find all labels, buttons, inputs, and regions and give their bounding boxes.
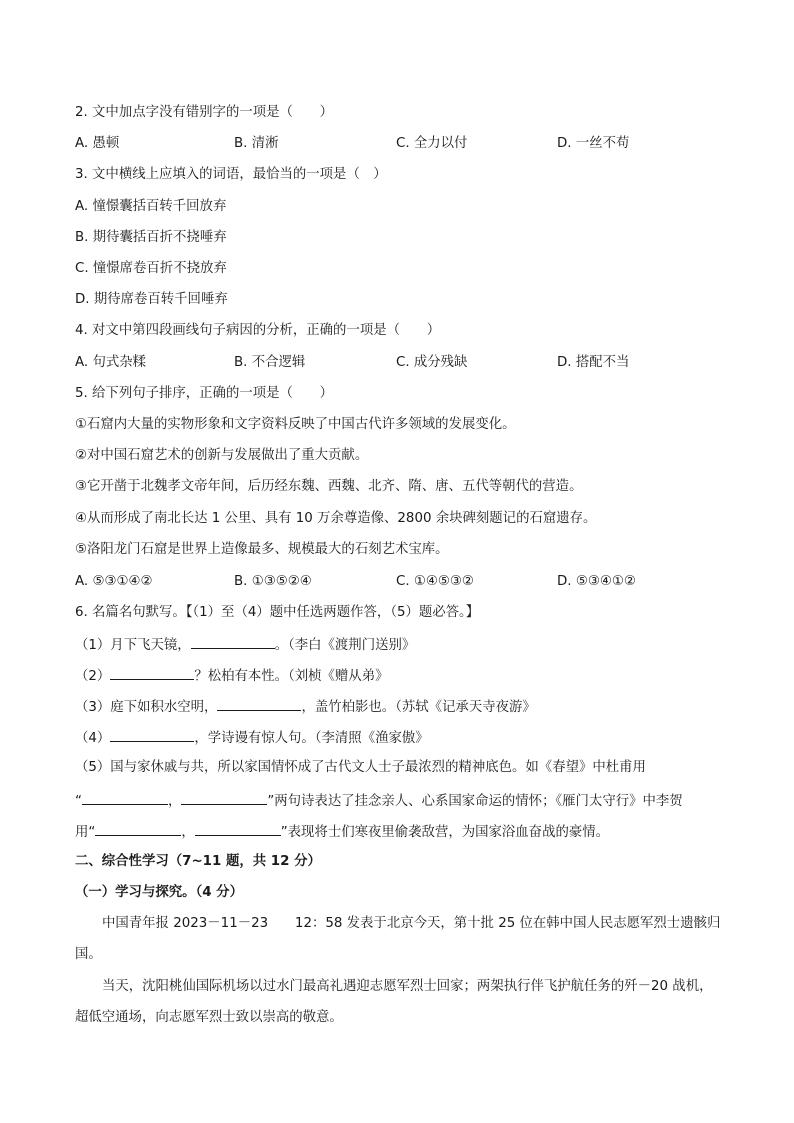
q6-item-1-post: 。（李白《渡荆门送别》 — [274, 638, 416, 653]
q2-option-b: B. 清淅 — [234, 136, 279, 151]
q6-item-5-blank-4[interactable] — [195, 821, 281, 836]
q6-item-5-line-3-text: ”表现将士们寒夜里偷袭敌营，为国家浴血奋战的豪情。 — [280, 825, 610, 840]
q6-item-5-blank-2[interactable] — [181, 790, 267, 805]
paragraph-2-line-1: 当天，沈阳桃仙国际机场以过水门最高礼遇迎志愿军烈士回家；两架执行伴飞护航任务的歼－20 战机， — [102, 979, 713, 994]
q3-option-d: D. 期待席卷百转千回唾弃 — [75, 292, 228, 307]
q2-stem: 2. 文中加点字没有错别字的一项是（ ） — [75, 105, 334, 120]
q6-item-5-comma-1: ， — [167, 794, 182, 809]
q6-item-5-blank-3[interactable] — [95, 821, 181, 836]
q6-item-1 — [75, 634, 415, 656]
q2-option-d: D. 一丝不苟 — [557, 136, 630, 151]
q6-item-4 — [75, 727, 429, 749]
paragraph-1-line-1: 中国青年报 2023－11－23 12：58 发表于北京今天，第十批 25 位在韩中国人民志愿军烈士遗骸归 — [102, 916, 721, 931]
q4-option-c: C. 成分残缺 — [396, 355, 468, 370]
q4-option-a: A. 句式杂糅 — [75, 355, 146, 370]
q6-item-3-blank[interactable] — [217, 696, 301, 711]
q6-item-4-blank[interactable] — [110, 727, 194, 742]
q6-item-4-post: ，学诗谩有惊人句。（李清照《渔家傲》 — [194, 731, 429, 746]
q5-sentence-2: ②对中国石窟艺术的创新与发展做出了重大贡献。 — [75, 448, 369, 463]
q6-item-5-blank-1[interactable] — [82, 790, 168, 805]
q6-stem: 6. 名篇名句默写。【（1）至（4）题中任选两题作答，（5）题必答。】 — [75, 605, 480, 620]
paragraph-1-line-2: 国。 — [75, 947, 102, 962]
q5-option-d: D. ⑤③④①② — [557, 574, 636, 589]
q6-item-3-pre: （3）庭下如积水空明， — [75, 700, 218, 715]
q4-option-d: D. 搭配不当 — [557, 355, 630, 370]
q6-item-5-open-quote: “ — [75, 794, 82, 809]
q3-stem: 3. 文中横线上应填入的词语，最恰当的一项是（ ） — [75, 167, 387, 182]
q5-stem: 5. 给下列句子排序，正确的一项是（ ） — [75, 386, 334, 401]
q5-sentence-5: ⑤洛阳龙门石窟是世界上造像最多、规模最大的石刻艺术宝库。 — [75, 542, 449, 557]
q6-item-2-blank[interactable] — [110, 665, 194, 680]
q5-sentence-1: ①石窟内大量的实物形象和文字资料反映了中国古代许多领域的发展变化。 — [75, 417, 516, 432]
q6-item-5-line-3 — [75, 821, 609, 843]
q6-item-4-pre: （4） — [75, 731, 111, 746]
section-2-subtitle: （一）学习与探究。（4 分） — [75, 885, 243, 900]
q6-item-3-post: ，盖竹柏影也。（苏轼《记承天寺夜游》 — [301, 700, 536, 715]
paragraph-2-line-2: 超低空通场，向志愿军烈士致以崇高的敬意。 — [75, 1010, 343, 1025]
q6-item-1-pre: （1）月下飞天镜， — [75, 638, 191, 653]
q6-item-5-line-2 — [75, 790, 683, 812]
q6-item-2 — [75, 665, 388, 687]
q6-item-5-line-2-text: ”两句诗表达了挂念亲人、心系国家命运的情怀；《雁门太守行》中李贺 — [267, 794, 683, 809]
q4-option-b: B. 不合逻辑 — [234, 355, 306, 370]
q2-option-c: C. 全力以付 — [396, 136, 468, 151]
q5-option-b: B. ①③⑤②④ — [234, 574, 312, 589]
section-2-title: 二、综合性学习（7~11 题，共 12 分） — [75, 854, 321, 869]
q4-stem: 4. 对文中第四段画线句子病因的分析，正确的一项是（ ） — [75, 323, 441, 338]
q5-option-a: A. ⑤③①④② — [75, 574, 153, 589]
q3-option-c: C. 憧憬席卷百折不挠放弃 — [75, 261, 227, 276]
q2-option-a: A. 愚顿 — [75, 136, 120, 151]
q5-sentence-4: ④从而形成了南北长达 1 公里、具有 10 万余尊造像、2800 余块碑刻题记的石窟遗存。 — [75, 511, 597, 526]
q6-item-2-pre: （2） — [75, 669, 111, 684]
q6-item-5-comma-2: ， — [181, 825, 195, 840]
q6-item-1-blank[interactable] — [191, 634, 275, 649]
q6-item-5-line-1: （5）国与家休戚与共，所以家国情怀成了古代文人士子最浓烈的精神底色。如《春望》中杜甫用 — [75, 760, 646, 775]
q6-item-3 — [75, 696, 536, 718]
q6-item-2-post: ？松柏有本性。（刘桢《赠从弟》 — [194, 669, 389, 684]
q3-option-a: A. 憧憬囊括百转千回放弃 — [75, 199, 227, 214]
q5-sentence-3: ③它开凿于北魏孝文帝年间，后历经东魏、西魏、北齐、隋、唐、五代等朝代的营造。 — [75, 479, 583, 494]
q6-item-5-line-3-pre: 用“ — [75, 825, 96, 840]
q5-option-c: C. ①④⑤③② — [396, 574, 474, 589]
q3-option-b: B. 期待囊括百折不挠唾弃 — [75, 230, 227, 245]
